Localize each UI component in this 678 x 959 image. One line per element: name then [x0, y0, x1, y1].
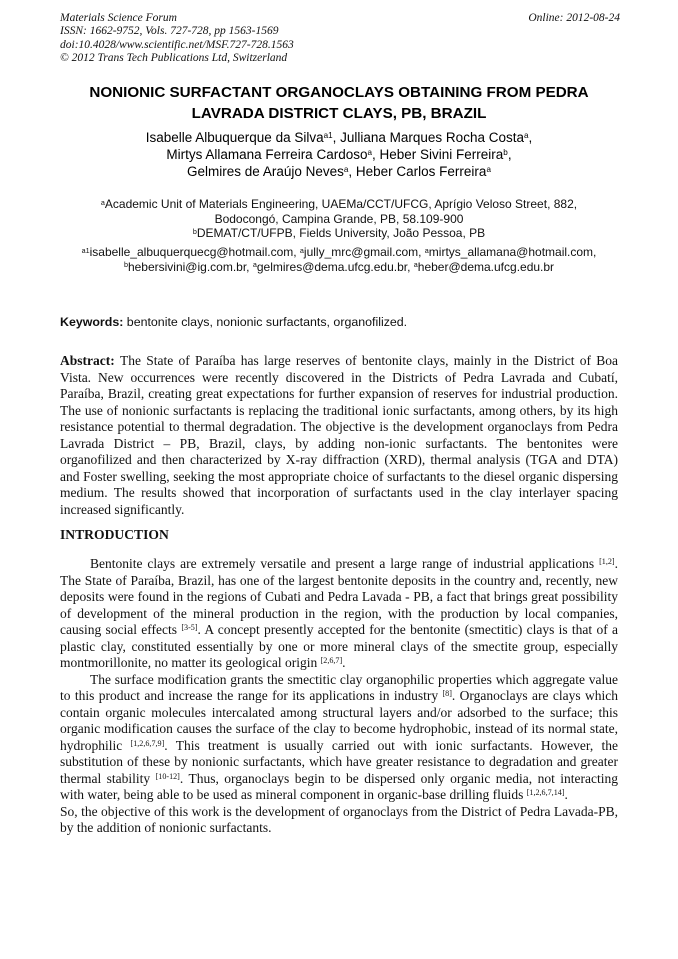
journal-header — [60, 12, 620, 66]
author-emails — [40, 245, 638, 274]
author-list — [40, 129, 638, 180]
keywords-line: Keywords: bentonite clays, nonionic surfactants, organofilized. — [60, 315, 408, 329]
email-line-2: $^b$hebersivini@ig.com.br, $^a$gelmires@dema.ufcg.edu.br, $^a$heber@dema.ufcg.edu.br — [123, 259, 555, 274]
journal-copyright: © 2012 Trans Tech Publications Ltd, Switzerland — [60, 52, 288, 65]
abstract-paragraph: Abstract: The State of Paraíba has large reserves of bentonite clays, mainly in the District of Boa Vista. New occurrences were recently discovered in the Districts of Pedra Lavrada and Cubatí, Paraíba, Brazil, creating great expectations for further expansion of reserves for industrial production. The use of nonionic surfactants is replacing the traditional ionic surfactants, among others, by its high resistance potential to thermal degradation. The objective is the development organoclays from Pedra Lavrada District – PB, Brazil, clays, by adding non-ionic surfactants. The bentonites were organofilized and then characterized by X-ray diffraction (XRD), thermal analysis (TGA and DTA) and Foster swelling, seeking the most appropriate choice of surfactants to the diesel organic dispersing medium. The results showed that incorporation of surfactants used in the clay interlayer spacing increased significantly. — [60, 353, 618, 517]
introduction-paragraph-2: The surface modification grants the smectitic clay organophilic properties which aggregate value to this product and increase the range for its applications in industry [8]. Organoclays are clays which contain organic molecules intercalated among structural layers and/or adsorbed to the surface; this organic modification causes the surface of the clay to become hydrophobic, instead of its normal state, hydrophilic [1,2,6,7,9]. This treatment is usually carried out with ionic surfactants. However, the substitution of these by nonionic surfactants, which have greater resistance to degradation and greater thermal stability [10-12]. Thus, organoclays begin to be dispersed only organic media, not interacting with water, being able to be used as mineral component in organic-base drilling fluids [1,2,6,7,14]. — [60, 671, 618, 802]
paper-title-line-1: NONIONIC SURFACTANT ORGANOCLAYS OBTAINING FROM PEDRA — [89, 84, 589, 101]
introduction-body — [60, 556, 618, 837]
affiliation-line-2: Bodocongó, Campina Grande, PB, 58.109-900 — [214, 211, 464, 226]
affiliation-line-1: $^a$Academic Unit of Materials Engineering, UAEMa/CCT/UFCG, Aprígio Veloso Street, 882, — [100, 197, 578, 211]
author-line-2: Mirtys Allamana Ferreira Cardoso$^a$, Heber Sivini Ferreira$^b$, — [166, 147, 512, 162]
introduction-heading: INTRODUCTION — [60, 527, 169, 542]
author-line-1: Isabelle Albuquerque da Silva$^{a1}$, Julliana Marques Rocha Costa$^a$, — [145, 130, 533, 145]
journal-name: Materials Science Forum — [60, 12, 177, 24]
author-line-3: Gelmires de Araújo Neves$^a$, Heber Carlos Ferreira$^a$ — [187, 164, 491, 179]
journal-issn: ISSN: 1662-9752, Vols. 727-728, pp 1563-1569 — [60, 25, 279, 38]
affiliations — [40, 197, 638, 241]
paper-title — [40, 82, 638, 124]
introduction-paragraph-1: Bentonite clays are extremely versatile and present a large range of industrial applications [1,2]. The State of Paraíba, Brazil, has one of the largest bentonite deposits in the country and, recently, new deposits were found in the regions of Cubati and Pedra Lavada - PB, a fact that brings great possibility of development of the mineral production in the region, with the production by local companies, causing social effects [3-5]. A concept presently accepted for the bentonite (smectitic) clays is that of a plastic clay, constituted essentially by one or more mineral clays of the smectite group, especially montmorillonite, no matter its geological origin [2,6,7]. — [60, 556, 618, 670]
journal-doi: doi:10.4028/www.scientific.net/MSF.727-728.1563 — [60, 38, 294, 51]
journal-info-block — [60, 12, 294, 66]
introduction-paragraph-3: So, the objective of this work is the development of organoclays from the District of Pedra Lavada-PB, by the addition of nonionic surfactants. — [60, 803, 618, 835]
paper-title-line-2: LAVRADA DISTRICT CLAYS, PB, BRAZIL — [191, 105, 487, 122]
email-line-1: $^{a1}$isabelle_albuquerquecg@hotmail.com, $^a$jully_mrc@gmail.com, $^a$mirtys_allamana@hotmail.com, — [81, 245, 597, 259]
affiliation-line-3: $^b$DEMAT/CT/UFPB, Fields University, João Pessoa, PB — [192, 226, 486, 241]
online-date: Online: 2012-08-24 — [528, 12, 620, 24]
